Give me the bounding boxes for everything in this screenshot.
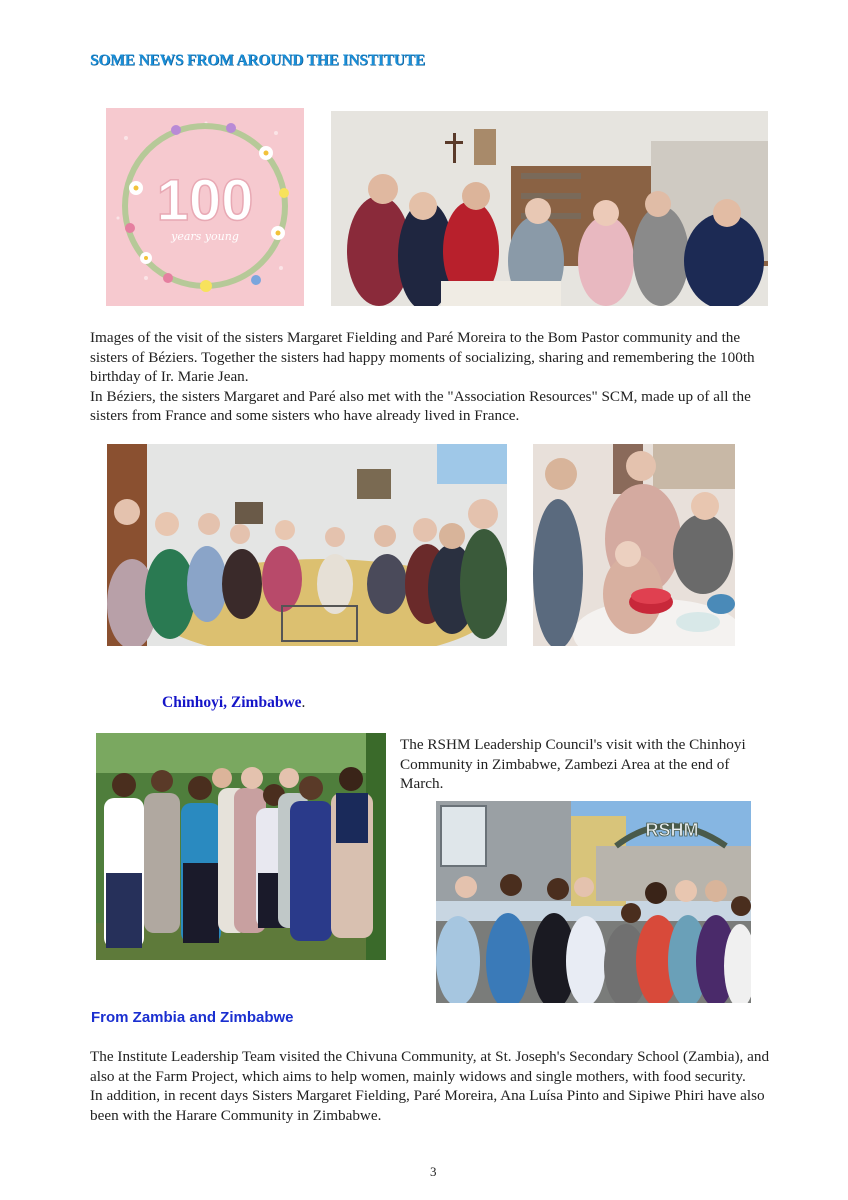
- flower-wreath-icon: [106, 108, 304, 306]
- rshm-sign-text: RSHM: [645, 820, 699, 840]
- intro-text-2: In Béziers, the sisters Margaret and Paré also met with the "Association Resources" SCM, made up of all the sisters from France and some sisters who have already lived in France.: [90, 387, 751, 425]
- sisters-gathering-photo: [331, 111, 768, 306]
- birthday-card-image: [106, 108, 304, 306]
- intro-text-1: Images of the visit of the sisters Margaret Fielding and Paré Moreira to the Bom Pastor community and the sisters of Béziers. Together the sisters had happy moments of socializing, sharing and remembering the 100th birthday of Ir. Marie Jean.: [90, 329, 755, 386]
- zambia-text-2: In addition, in recent days Sisters Margaret Fielding, Paré Moreira, Ana Luísa Pinto and Sipiwe Phiri have also been with the Harare Community in Zimbabwe.: [90, 1087, 765, 1124]
- page-number: 3: [430, 1164, 437, 1179]
- rshm-house-photo: [436, 801, 751, 1003]
- chinhoyi-paragraph: The RSHM Leadership Council's visit with the Chinhoyi Community in Zimbabwe, Zambezi Area at the end of March.: [400, 736, 746, 793]
- zambia-heading: From Zambia and Zimbabwe: [91, 1009, 294, 1026]
- association-meeting-photo: [107, 444, 507, 646]
- chinhoyi-community-photo: [96, 733, 386, 960]
- card-number: 100: [156, 168, 254, 233]
- intro-paragraph: [90, 328, 780, 426]
- chinhoyi-caption-text: Chinhoyi, Zimbabwe: [162, 694, 302, 711]
- card-caption: years young: [171, 230, 239, 243]
- zambia-paragraph: [90, 1047, 780, 1125]
- page-title: SOME NEWS FROM AROUND THE INSTITUTE: [90, 52, 426, 69]
- chinhoyi-caption: [162, 694, 305, 712]
- birthday-cake-photo: [533, 444, 735, 646]
- zambia-text-1: The Institute Leadership Team visited the Chivuna Community, at St. Joseph's Secondary School (Zambia), and also at the Farm Project, which aims to help women, mainly widows and single mothers, with food security.: [90, 1048, 770, 1085]
- chinhoyi-caption-suffix: .: [301, 694, 306, 711]
